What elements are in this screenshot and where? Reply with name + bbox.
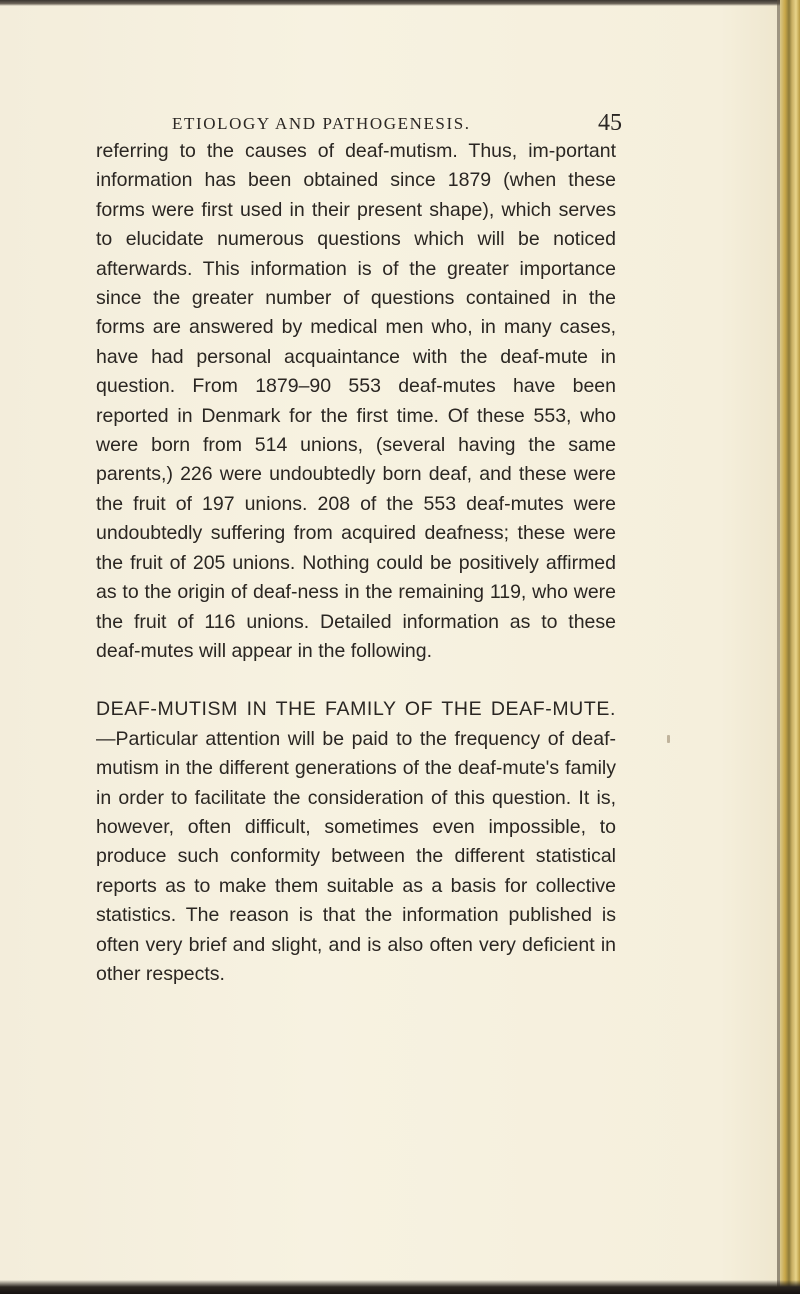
section-heading: DEAF-MUTISM IN THE FAMILY OF THE DEAF-MUTE. <box>96 698 616 721</box>
page-number: 45 <box>598 110 622 136</box>
body-text <box>96 137 616 989</box>
paragraph-family <box>96 695 616 989</box>
page-top-edge <box>0 0 790 6</box>
gilt-page-edge <box>780 0 800 1294</box>
paragraph-causes: referring to the causes of deaf-mutism. Thus, im-portant information has been obtained since 1879 (when these forms were first used in their present shape), which serves to elucidate numerous questions which will be noticed afterwards. This information is of the greater importance since the greater number of questions contained in the forms are answered by medical men who, in many cases, have had personal acquaintance with the deaf-mute in question. From 1879–90 553 deaf-mutes have been reported in Denmark for the first time. Of these 553, who were born from 514 unions, (several having the same parents,) 226 were undoubtedly born deaf, and these were the fruit of 197 unions. 208 of the 553 deaf-mutes were undoubtedly suffering from acquired deafness; these were the fruit of 205 unions. Nothing could be positively affirmed as to the origin of deaf-ness in the remaining 119, who were the fruit of 116 unions. Detailed information as to these deaf-mutes will appear in the following. <box>96 140 616 662</box>
page-bottom-edge <box>0 1280 800 1294</box>
running-title: ETIOLOGY AND PATHOGENESIS. <box>172 114 471 133</box>
paragraph-family-text: —Particular attention will be paid to the frequency of deaf-mutism in the different generations of the deaf-mute's family in order to facilitate the consideration of this question. It is, however, often difficult, sometimes even impossible, to produce such conformity between the different statistical reports as to make them suitable as a basis for collective statistics. The reason is that the information published is often very brief and slight, and is also often very deficient in other respects. <box>96 727 616 985</box>
ink-speck <box>667 735 670 743</box>
